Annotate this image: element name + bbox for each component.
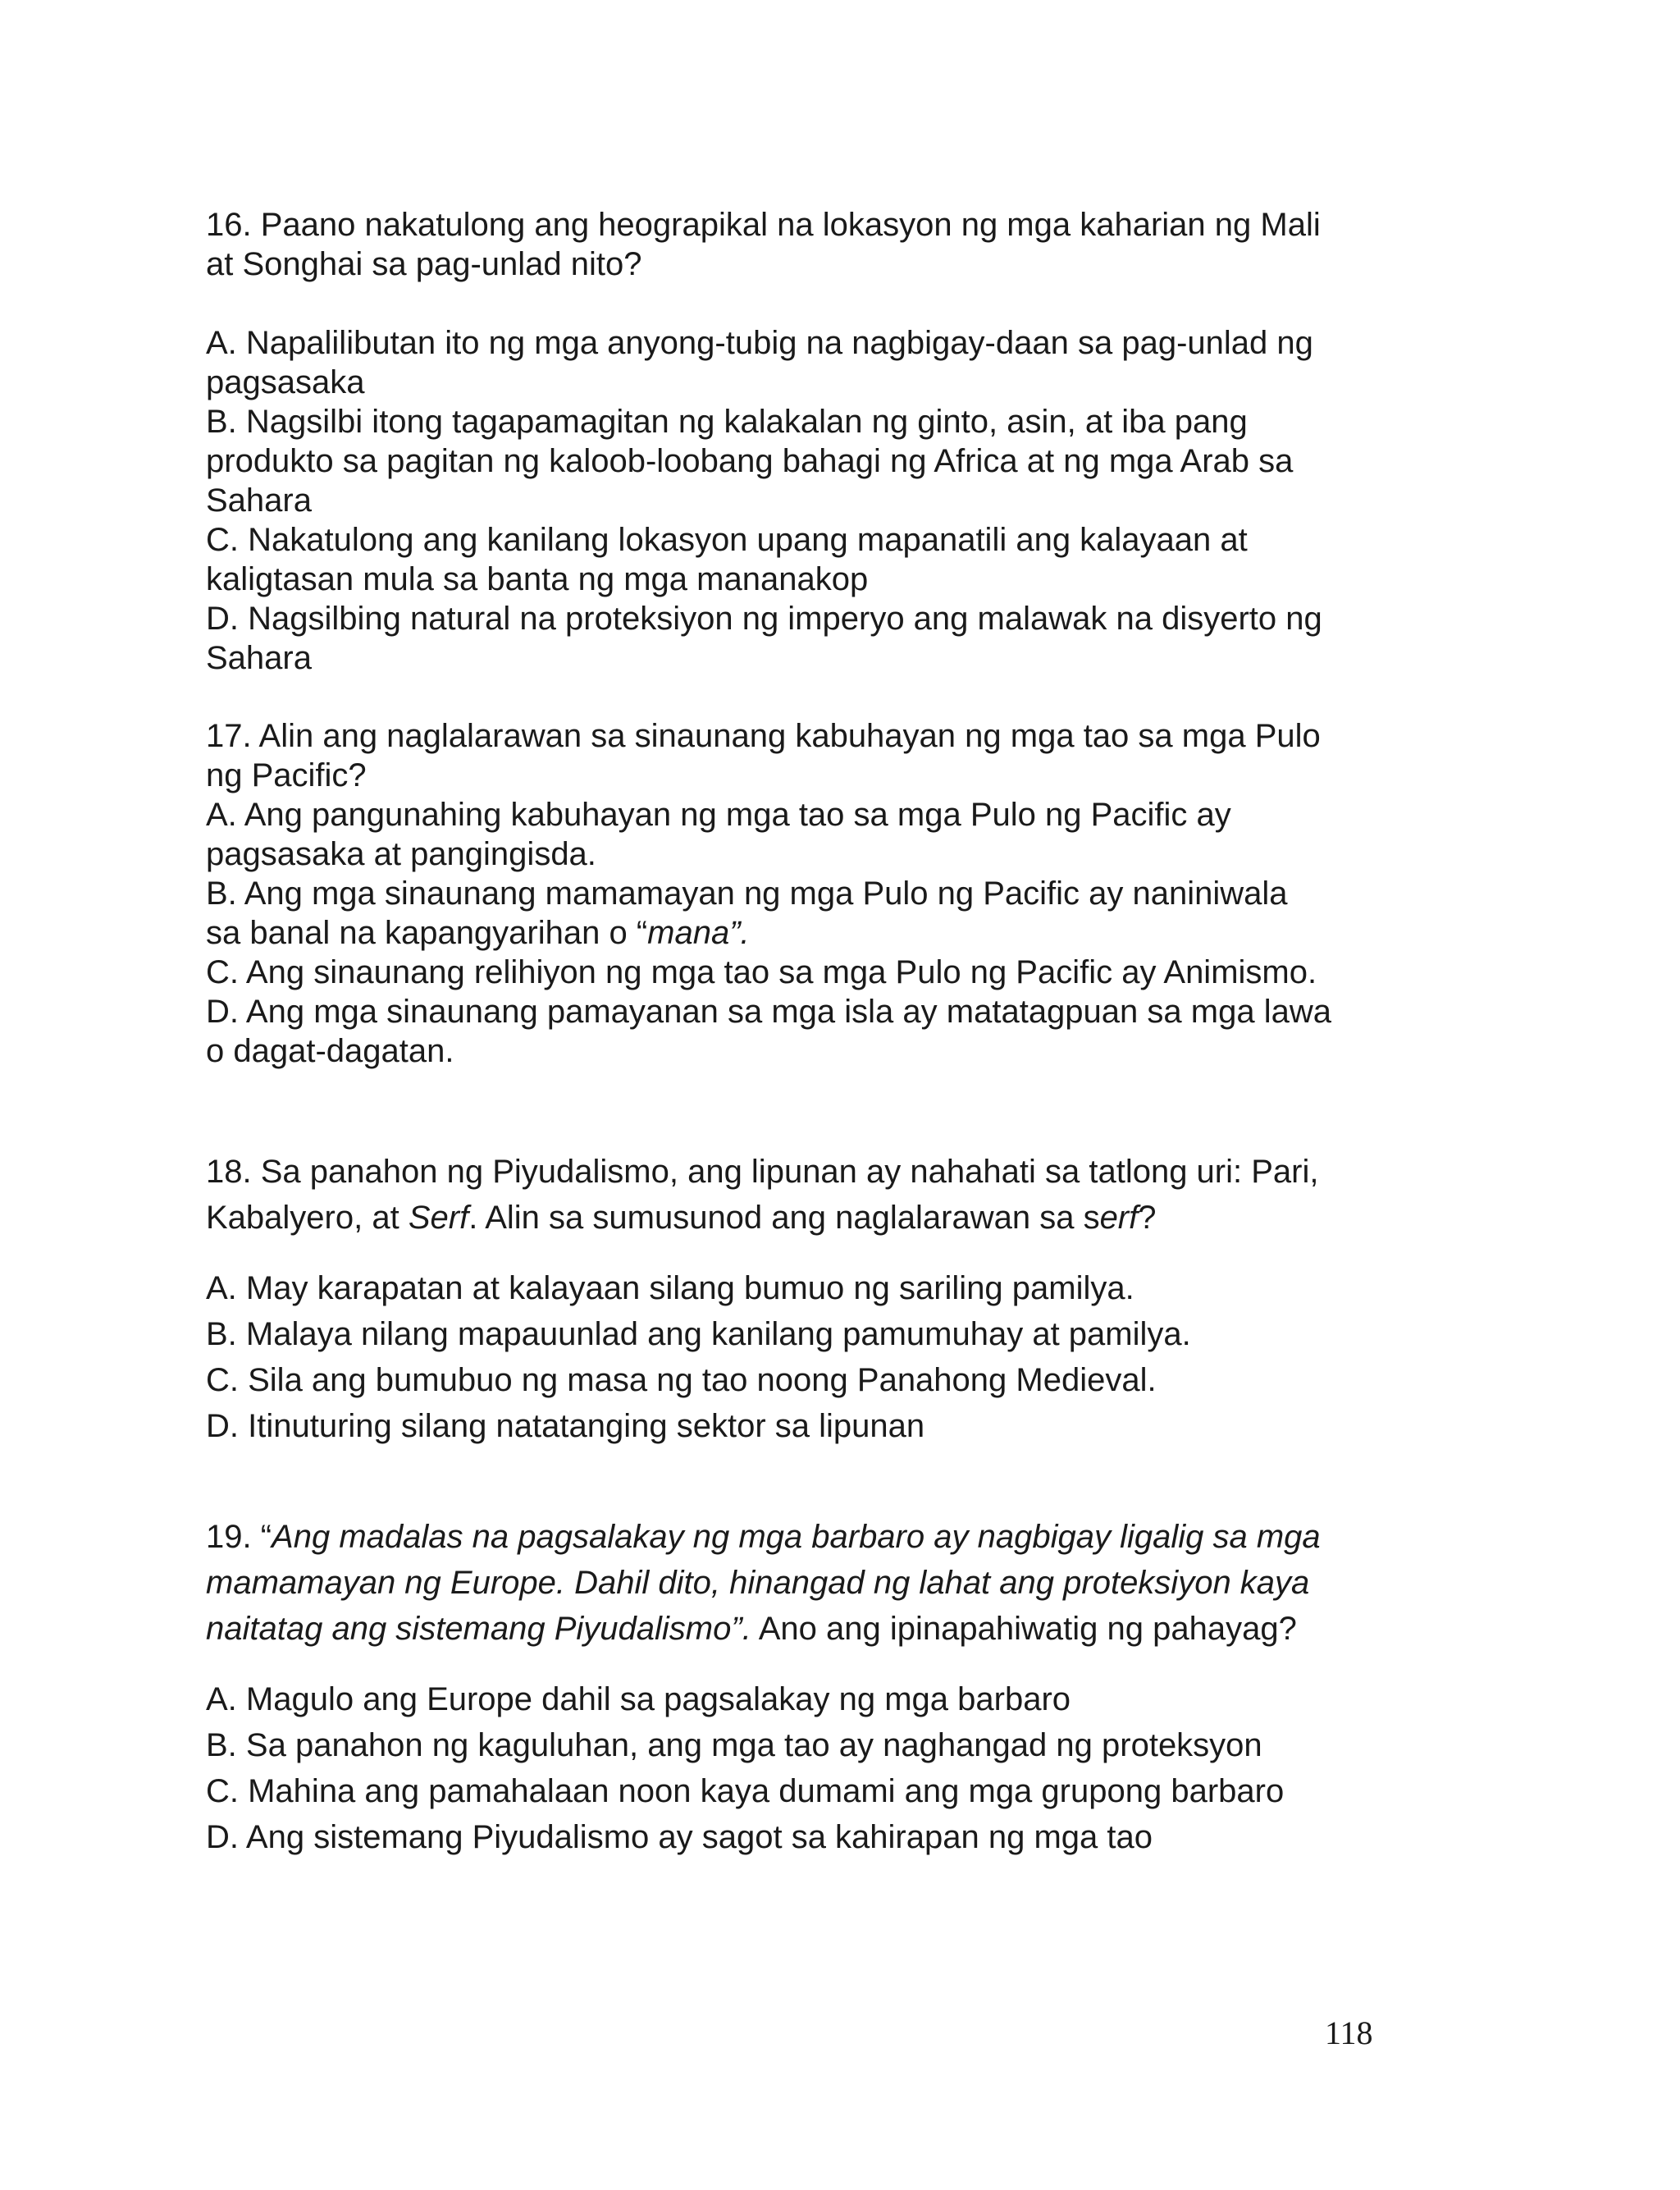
question-19-stem-line-2 bbox=[206, 1560, 1420, 1606]
q18-stem-erf: erf bbox=[1099, 1200, 1139, 1236]
q19-stem-number: 19. “ bbox=[206, 1519, 272, 1555]
q17-choice-d-line-2: o dagat-dagatan. bbox=[206, 1033, 454, 1069]
q19-stem-quote-line-3: naitatag ang sistemang Piyudalismo”. bbox=[206, 1611, 751, 1647]
question-18-stem-line-2 bbox=[206, 1195, 1420, 1241]
page-number: 118 bbox=[1325, 2014, 1373, 2051]
q19-choice-d: D. Ang sistemang Piyudalismo ay sagot sa kahirapan ng mga tao bbox=[206, 1819, 1153, 1855]
question-17 bbox=[206, 716, 1420, 1071]
q17-choice-a-line-2: pagsasaka at pangingisda. bbox=[206, 836, 596, 872]
q17-choice-a-line-1: A. Ang pangunahing kabuhayan ng mga tao sa mga Pulo ng Pacific ay bbox=[206, 797, 1231, 833]
q17-choice-d-line-1: D. Ang mga sinaunang pamayanan sa mga isla ay matatagpuan sa mga lawa bbox=[206, 994, 1331, 1030]
q17-choice-b-text: sa banal na kapangyarihan o “ bbox=[206, 915, 648, 951]
q19-stem-quote-line-1: Ang madalas na pagsalakay ng mga barbaro ay nagbigay ligalig sa mga bbox=[272, 1519, 1321, 1555]
q16-choice-d-line-1: D. Nagsilbing natural na proteksiyon ng imperyo ang malawak na disyerto ng bbox=[206, 601, 1322, 637]
q17-choice-c: C. Ang sinaunang relihiyon ng mga tao sa mga Pulo ng Pacific ay Animismo. bbox=[206, 954, 1317, 990]
q19-choice-a: A. Magulo ang Europe dahil sa pagsalakay ng mga barbaro bbox=[206, 1681, 1071, 1717]
question-16 bbox=[206, 205, 1420, 678]
question-17-stem-line-1: 17. Alin ang naglalarawan sa sinaunang kabuhayan ng mga tao sa mga Pulo bbox=[206, 718, 1321, 754]
q16-choice-d-line-2: Sahara bbox=[206, 640, 312, 676]
q16-choice-c-line-1: C. Nakatulong ang kanilang lokasyon upang mapanatili ang kalayaan at bbox=[206, 522, 1248, 558]
q16-choice-a-line-1: A. Napalilibutan ito ng mga anyong-tubig na nagbigay-daan sa pag-unlad ng bbox=[206, 325, 1313, 361]
q18-choice-b: B. Malaya nilang mapauunlad ang kanilang pamumuhay at pamilya. bbox=[206, 1316, 1191, 1352]
q19-stem-quote-line-2: mamamayan ng Europe. Dahil dito, hinangad ng lahat ang proteksiyon kaya bbox=[206, 1565, 1310, 1601]
question-19-stem-line-1 bbox=[206, 1514, 1420, 1560]
question-16-stem-line-1: 16. Paano nakatulong ang heograpikal na lokasyon ng mga kaharian ng Mali bbox=[206, 207, 1321, 243]
question-17-stem-line-2: ng Pacific? bbox=[206, 757, 367, 793]
question-18-stem-line-1: 18. Sa panahon ng Piyudalismo, ang lipunan ay nahahati sa tatlong uri: Pari, bbox=[206, 1154, 1319, 1190]
q19-stem-question: Ano ang ipinapahiwatig ng pahayag? bbox=[751, 1611, 1297, 1647]
q18-stem-part-3: ? bbox=[1138, 1200, 1157, 1236]
q19-choice-b: B. Sa panahon ng kaguluhan, ang mga tao ay naghangad ng proteksyon bbox=[206, 1727, 1262, 1763]
question-19 bbox=[206, 1514, 1420, 1860]
q17-choice-b-line-2 bbox=[206, 913, 1420, 953]
q18-choice-d: D. Itinuturing silang natatanging sektor sa lipunan bbox=[206, 1408, 925, 1444]
question-18 bbox=[206, 1149, 1420, 1449]
q18-stem-serf: Serf bbox=[408, 1200, 469, 1236]
question-19-stem-line-3 bbox=[206, 1606, 1420, 1652]
q16-choice-b-line-3: Sahara bbox=[206, 482, 312, 519]
q16-choice-c-line-2: kaligtasan mula sa banta ng mga mananakop bbox=[206, 561, 869, 597]
q18-choice-a: A. May karapatan at kalayaan silang bumuo ng sariling pamilya. bbox=[206, 1270, 1134, 1306]
q19-choice-c: C. Mahina ang pamahalaan noon kaya dumami ang mga grupong barbaro bbox=[206, 1773, 1285, 1809]
q16-choice-b-line-1: B. Nagsilbi itong tagapamagitan ng kalakalan ng ginto, asin, at iba pang bbox=[206, 404, 1248, 440]
q16-choice-a-line-2: pagsasaka bbox=[206, 364, 365, 400]
q17-choice-b-line-1: B. Ang mga sinaunang mamamayan ng mga Pulo ng Pacific ay naniniwala bbox=[206, 876, 1288, 912]
q18-choice-c: C. Sila ang bumubuo ng masa ng tao noong Panahong Medieval. bbox=[206, 1362, 1157, 1398]
q16-choice-b-line-2: produkto sa pagitan ng kaloob-loobang bahagi ng Africa at ng mga Arab sa bbox=[206, 443, 1294, 479]
question-16-stem-line-2: at Songhai sa pag-unlad nito? bbox=[206, 246, 642, 282]
q18-stem-part-1: Kabalyero, at bbox=[206, 1200, 409, 1236]
q18-stem-part-2: . Alin sa sumusunod ang naglalarawan sa s bbox=[468, 1200, 1100, 1236]
q17-choice-b-mana: mana”. bbox=[647, 915, 750, 951]
